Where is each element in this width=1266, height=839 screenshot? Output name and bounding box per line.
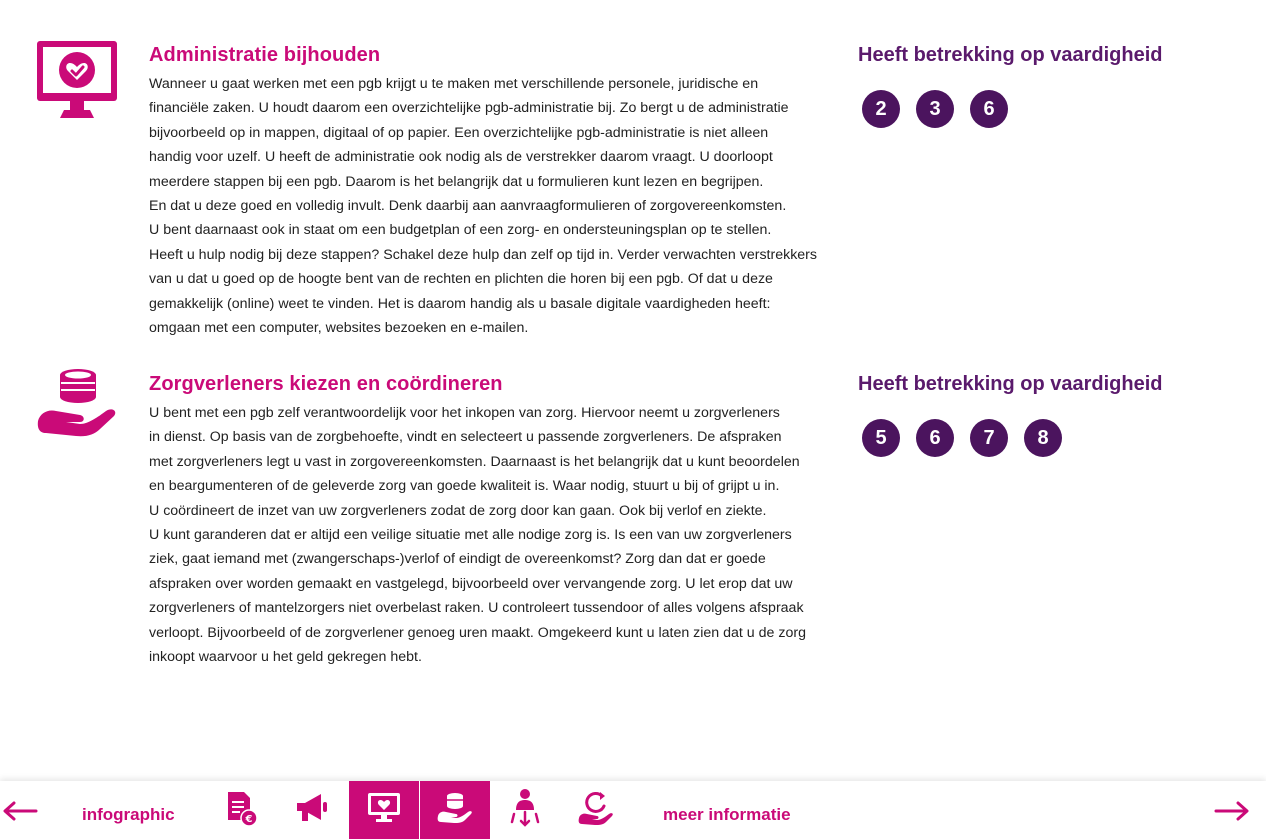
text-line: met zorgverleners legt u vast in zorgovereenkomsten. Daarnaast is het belangrijk dat u kunt beoordelen bbox=[149, 453, 800, 470]
skills-title: Heeft betrekking op vaardigheid bbox=[858, 373, 1163, 395]
text-line: van u dat u goed op de hoogte bent van de rechten en plichten die horen bij een pgb. Of dat u deze bbox=[149, 271, 773, 288]
nav-item-organisatie[interactable] bbox=[490, 781, 560, 839]
skill-badge[interactable]: 5 bbox=[862, 419, 900, 457]
text-line: U bent daarnaast ook in staat om een budgetplan of een zorg- en ondersteuningsplan op te stellen. bbox=[149, 222, 772, 239]
monitor-heart-icon bbox=[367, 792, 401, 829]
text-line: Heeft u hulp nodig bij deze stappen? Schakel deze hulp dan zelf op tijd in. Verder verwachten verstrekkers bbox=[149, 246, 818, 263]
section-body bbox=[149, 371, 809, 669]
text-line: financiële zaken. U houdt daarom een overzichtelijke pgb-administratie bij. Zo bergt u de administratie bbox=[149, 100, 789, 117]
more-info-link[interactable]: meer informatie bbox=[663, 805, 791, 824]
nav-item-communicatie[interactable] bbox=[277, 781, 347, 839]
text-line: U bent met een pgb zelf verantwoordelijk voor het inkopen van zorg. Hiervoor neemt u zorgverleners bbox=[149, 405, 780, 421]
monitor-heart-icon bbox=[36, 40, 118, 125]
section-zorgverleners bbox=[0, 369, 1266, 669]
infographic-link[interactable]: infographic bbox=[82, 805, 175, 824]
text-line: meerdere stappen bij een pgb. Daarom is het belangrijk dat u formulieren kunt lezen en begrijpen. bbox=[149, 173, 764, 190]
text-line: verloopt. Bijvoorbeeld of de zorgverlener genoeg uren maakt. Omgekeerd kunt u laten zien dat u de zorg bbox=[149, 624, 806, 641]
text-line: en beargumenteren of de geleverde zorg van goede kwaliteit is. Waar nodig, stuurt u bij of grijpt u in. bbox=[149, 478, 780, 495]
text-line: omgaan met een computer, websites bezoeken en e-mailen. bbox=[149, 320, 529, 337]
section-text bbox=[149, 401, 809, 669]
section-administratie bbox=[0, 40, 1266, 340]
skill-badges bbox=[858, 90, 1238, 128]
text-line: in dienst. Op basis van de zorgbehoefte, vindt en selecteert u passende zorgverleners. De afspraken bbox=[149, 429, 782, 446]
svg-text:€: € bbox=[245, 813, 253, 825]
bottom-navigation bbox=[0, 781, 1266, 839]
text-line: ziek, gaat iemand met (zwangerschaps-)verlof of eindigt de overeenkomst? Zorg dan dat er goede bbox=[149, 551, 766, 568]
hand-refresh-icon bbox=[578, 790, 614, 831]
text-line: afspraken over worden gemaakt en vastgelegd, bijvoorbeeld over vervangende zorg. U let erop dat uw bbox=[149, 575, 793, 592]
text-line: bijvoorbeeld op in mappen, digitaal of op papier. Een overzichtelijke pgb-administratie is niet alleen bbox=[149, 124, 769, 141]
text-line: zorgverleners of mantelzorgers niet overbelast raken. U controleert tussendoor of alles volgens afspraak bbox=[149, 600, 804, 617]
skill-badges bbox=[858, 419, 1238, 457]
skill-badge[interactable]: 2 bbox=[862, 90, 900, 128]
megaphone-icon bbox=[295, 792, 329, 829]
nav-item-administratie[interactable] bbox=[349, 781, 419, 839]
skills-title: Heeft betrekking op vaardigheid bbox=[858, 44, 1163, 66]
skill-badge[interactable]: 3 bbox=[916, 90, 954, 128]
section-title: Zorgverleners kiezen en coördineren bbox=[149, 373, 503, 395]
text-line: inkoopt waarvoor u het geld gekregen hebt. bbox=[149, 649, 422, 666]
skill-badge[interactable]: 7 bbox=[970, 419, 1008, 457]
skill-badge[interactable]: 6 bbox=[916, 419, 954, 457]
text-line: handig voor uzelf. U heeft de administratie ook nodig als de verstrekker daarom vraagt. U doorloopt bbox=[149, 149, 773, 166]
skill-badge[interactable]: 6 bbox=[970, 90, 1008, 128]
arrow-right-icon[interactable] bbox=[1212, 797, 1252, 825]
skills-panel bbox=[858, 371, 1238, 457]
text-line: U coördineert de inzet van uw zorgverleners zodat de zorg door kan gaan. Ook bij verlof en ziekte. bbox=[149, 502, 767, 519]
skills-panel bbox=[858, 42, 1238, 128]
text-line: En dat u deze goed en volledig invult. Denk daarbij aan aanvraagformulieren of zorgovereenkomsten. bbox=[149, 198, 787, 215]
text-line: Wanneer u gaat werken met een pgb krijgt u te maken met verschillende personele, juridische en bbox=[149, 76, 759, 92]
nav-item-financien[interactable] bbox=[206, 781, 276, 839]
section-body bbox=[149, 42, 818, 340]
text-line: U kunt garanderen dat er altijd een veilige situatie met alle nodige zorg is. Is een van uw zorgverleners bbox=[149, 527, 792, 544]
hand-coins-icon bbox=[437, 792, 473, 829]
person-network-icon bbox=[508, 788, 542, 833]
nav-item-evaluatie[interactable] bbox=[561, 781, 631, 839]
section-text bbox=[149, 72, 818, 340]
text-line: gemakkelijk (online) weet te vinden. Het is daarom handig als u basale digitale vaardigheden heeft: bbox=[149, 295, 771, 312]
hand-coins-icon bbox=[36, 369, 118, 444]
skill-badge[interactable]: 8 bbox=[1024, 419, 1062, 457]
nav-item-zorgverleners[interactable] bbox=[420, 781, 490, 839]
arrow-left-icon[interactable] bbox=[0, 797, 40, 825]
document-euro-icon bbox=[224, 790, 258, 831]
section-title: Administratie bijhouden bbox=[149, 44, 381, 66]
